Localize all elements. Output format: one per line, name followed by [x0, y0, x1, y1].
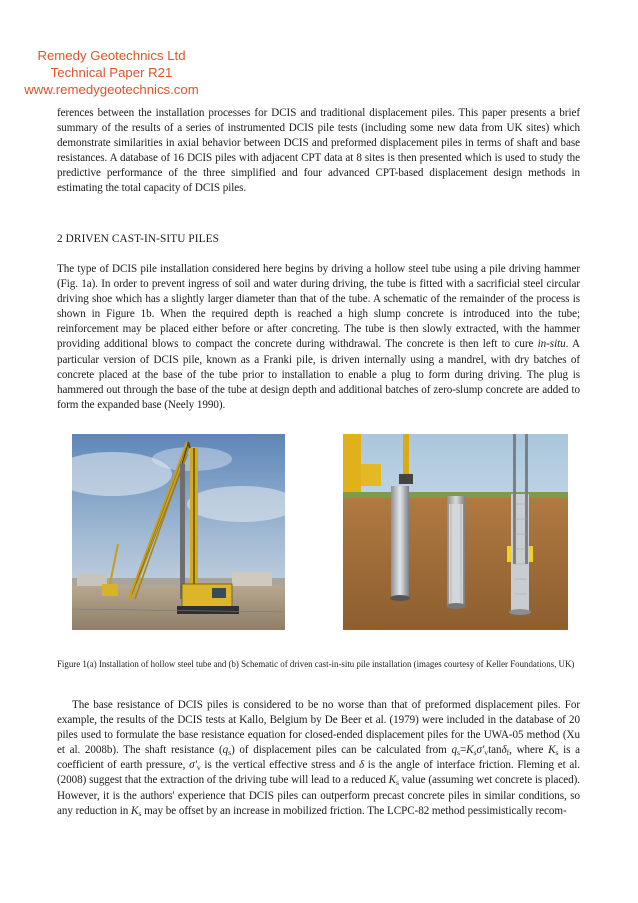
figure-1b-schematic — [343, 434, 568, 630]
section-paragraph-part-b: . A particular version of DCIS pile, known as a Franki pile, is driven internally using a mandrel, with dry batches of concrete placed at the base of the tube prior to installation to enable a plug to form during driving. The plug is hammered out through the base of the tube at design depth and additional batches of zero-slump concrete are added to form the expanded base (Neely 1990). — [57, 338, 580, 411]
watermark-paper-id: Technical Paper R21 — [50, 65, 173, 80]
intro-paragraph-block — [57, 106, 580, 197]
k-subscript-2: s — [395, 778, 399, 788]
v-subscript: v — [196, 763, 201, 773]
piling-rig-image — [72, 434, 285, 630]
watermark-company: Remedy Geotechnics Ltd — [37, 48, 186, 63]
k-subscript-3: s — [138, 808, 142, 818]
watermark-url[interactable]: www.remedygeotechnics.com — [24, 82, 199, 97]
p3-text-3: , where — [509, 744, 549, 757]
eq-v-subscript: v — [484, 748, 489, 758]
section-paragraph-block — [57, 262, 580, 413]
section-paragraph — [57, 262, 580, 413]
p3-text-2: ) of displacement piles can be calculated from — [231, 744, 452, 757]
delta-symbol: δ — [358, 759, 365, 772]
intro-paragraph: ferences between the installation processes for DCIS and traditional displacement piles. This paper presents a brief summary of the results of a series of instrumented DCIS pile tests (including some new data from UK sites) which demonstrate similarities in axial behavior between DCIS and preformed displacement piles in terms of shaft and base resistances. A database of 16 DCIS piles with adjacent CPT data at 8 sites is then presented which is used to study the predictive performance of the three simplified and four advanced CPT-based displacement design methods in estimating the total capacity of DCIS piles. — [57, 107, 580, 195]
section-heading: 2 DRIVEN CAST-IN-SITU PILES — [57, 233, 220, 245]
eq-delta-symbol: δ — [501, 744, 507, 757]
s-subscript: s — [228, 748, 232, 758]
k-symbol-2: K — [388, 774, 396, 787]
eq-sigma-symbol: σ' — [476, 744, 485, 757]
p3-text-8: may be offset by an increase in mobilized friction. The LCPC-82 method pessimistically recom- — [141, 804, 567, 817]
base-resistance-paragraph-block — [57, 698, 580, 819]
eq-q-symbol: q — [451, 744, 457, 757]
p3-text-4: is a coefficient of earth pressure, — [57, 744, 580, 772]
eq-k-subscript: s — [473, 748, 477, 758]
q-symbol: q — [222, 744, 229, 757]
section-paragraph-part-a: The type of DCIS pile installation considered here begins by driving a hollow steel tube using a pile driving hammer (Fig. 1a). In order to prevent ingress of soil and water during driving, the tube is fitted with a sacrificial steel circular driving shoe which has a slightly larger diameter than that of the tube. A schematic of the remainder of the process is shown in Figure 1b. When the required depth is reached a high slump concrete is introduced into the tube; reinforcement may be placed either before or after concreting. The tube is then slowly extracted, with the hammer providing additional blows to compact the concrete during withdrawal. The concrete is then left to cure — [57, 263, 580, 351]
k-symbol-1: K — [548, 744, 556, 757]
pile-installation-schematic — [343, 434, 568, 630]
k-subscript-1: s — [555, 748, 559, 758]
k-symbol-3: K — [131, 804, 139, 817]
p3-text-1: The base resistance of DCIS piles is considered to be no worse than that of preformed displacement piles. For example, the results of the DCIS tests at Kallo, Belgium by De Beer et al. (1979) were included in the database of 20 piles used to formulate the base resistance equation for closed-ended displacement piles for the UWA-05 method (Xu et al. 2008b). The shaft resistance ( — [57, 699, 580, 757]
base-resistance-paragraph — [57, 698, 580, 819]
figure-caption: Figure 1(a) Installation of hollow steel tube and (b) Schematic of driven cast-in-situ pile installation (images courtesy of Keller Foundations, UK) — [57, 659, 575, 669]
watermark — [0, 47, 223, 98]
figure-1a-photo — [72, 434, 285, 630]
p3-text-7: value (assuming wet concrete is placed). However, it is the authors' experience that DCIS piles can outperform precast concrete piles in similar conditions, so any reduction in — [57, 774, 580, 817]
eq-s-subscript: s — [456, 748, 460, 758]
in-situ-italic: in-situ — [537, 338, 566, 351]
sigma-symbol: σ' — [189, 759, 197, 772]
p3-text-5: is the vertical effective stress and — [200, 759, 359, 772]
eq-k-symbol: K — [466, 744, 474, 757]
eq-tan: tan — [488, 744, 502, 757]
p3-text-6: is the angle of interface friction. Fleming et al. (2008) suggest that the extraction of the driving tube will lead to a reduced — [57, 759, 581, 787]
eq-f-subscript: f — [506, 748, 510, 758]
eq-equals: = — [459, 744, 467, 757]
